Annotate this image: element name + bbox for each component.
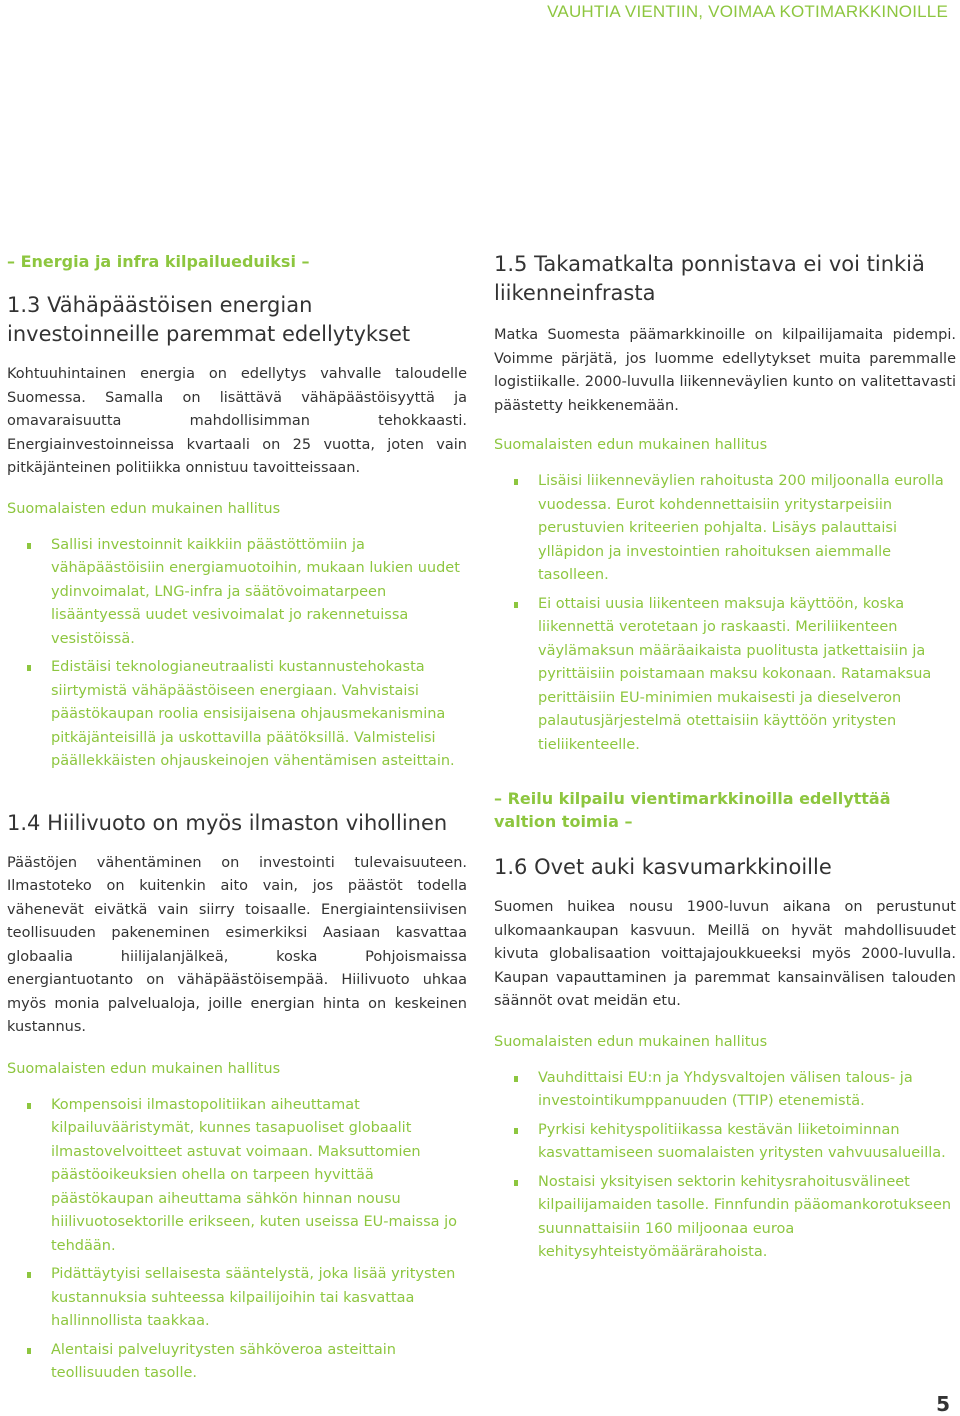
right-column xyxy=(494,250,956,1265)
list-item: Alentaisi palveluyritysten sähköveroa asteittain teollisuuden tasolle. xyxy=(7,1339,467,1386)
list-item: Sallisi investoinnit kaikkiin päästöttömiin ja vähäpäästöisiin energiamuotoihin, mukaan lukien uudet ydinvoimalat, LNG-infra ja säätövoimatarpeen lisääntyessä uudet vesivoimalat jo rakennetuissa vesistöissä. xyxy=(7,534,467,652)
section-tag: – Energia ja infra kilpailueduiksi – xyxy=(7,252,310,271)
bullet-list-1-4 xyxy=(7,1094,467,1386)
paragraph-1-6: Suomen huikea nousu 1900-luvun aikana on perustunut ulkomaankaupan kasvuun. Meillä on hyvät mahdollisuudet kivuta globalisaation voittajajoukkueeksi myös 2000-luvulla. Kaupan vapauttaminen ja paremmat kansainvälisen talouden säännöt ovat meidän etu. xyxy=(494,899,956,1009)
government-heading: Suomalaisten edun mukainen hallitus xyxy=(7,1060,281,1077)
list-item: Pyrkisi kehityspolitiikassa kestävän liiketoiminnan kasvattamiseen suomalaisten yritysten vahvuusalueilla. xyxy=(494,1119,956,1166)
heading-1-6: 1.6 Ovet auki kasvumarkkinoille xyxy=(494,855,832,879)
government-heading: Suomalaisten edun mukainen hallitus xyxy=(7,500,281,517)
bullet-list-1-5 xyxy=(494,470,956,757)
government-heading: Suomalaisten edun mukainen hallitus xyxy=(494,1033,768,1050)
bullet-list-1-6 xyxy=(494,1067,956,1265)
government-heading: Suomalaisten edun mukainen hallitus xyxy=(494,437,768,453)
list-item: Nostaisi yksityisen sektorin kehitysrahoitusvälineet kilpailijamaiden tasolle. Finnfundin pääomankorotukseen suunnattaisiin 160 miljoonaa euroa kehitysyhteistyömäärärahoista. xyxy=(494,1171,956,1265)
paragraph-1-3: Kohtuuhintainen energia on edellytys vahvalle taloudelle Suomessa. Samalla on lisättävä vähäpäästöisyyttä ja omavaraisuutta mahdollisimman tehokkaasti. Energiainvestoinneissa kvartaali on 25 vuotta, joten vain pitkäjänteinen politiikka onnistuu tavoitteissaan. xyxy=(7,366,467,476)
left-column xyxy=(7,250,467,1386)
list-item: Vauhdittaisi EU:n ja Yhdysvaltojen välisen talous- ja investointikumppanuuden (TTIP) etenemistä. xyxy=(494,1067,956,1114)
list-item: Pidättäytyisi sellaisesta sääntelystä, joka lisää yritysten kustannuksia suhteessa kilpailijoihin tai kasvattaa hallinnollista taakkaa. xyxy=(7,1263,467,1334)
paragraph-1-4: Päästöjen vähentäminen on investointi tulevaisuuteen. Ilmastoteko on kuitenkin aito vain, jos päästöt todella vähenevät eivätkä vain siirry toisaalle. Energiaintensiivisen teollisuuden pakeneminen esimerkiksi Aasiaan kasvattaa globaalia hiilijalanjälkeä, koska Pohjoismaissa energiantuotanto on vähäpäästöisempää. Hiilivuoto uhkaa myös monia palvelualoja, joille energian hinta on keskeinen kustannus. xyxy=(7,854,467,1035)
page-number: 5 xyxy=(936,1392,950,1416)
heading-1-4: 1.4 Hiilivuoto on myös ilmaston vihollinen xyxy=(7,810,448,835)
section-tag: – Reilu kilpailu vientimarkkinoilla edellyttää valtion toimia – xyxy=(494,789,891,831)
bullet-list-1-3 xyxy=(7,534,467,774)
heading-1-5: 1.5 Takamatkalta ponnistava ei voi tinkiä liikenneinfrasta xyxy=(494,252,925,305)
list-item: Ei ottaisi uusia liikenteen maksuja käyttöön, koska liikennettä verotetaan jo raskaasti. Meriliikenteen väylämaksun määräaikaista puolitusta jatkettaisiin ja pyrittäisiin poistamaan maksu kokonaan. Ratamaksua perittäisiin EU-minimien mukaisesti ja dieselveron palautusjärjestelmä otettaisiin käyttöön yritysten tieliikenteelle. xyxy=(494,593,956,758)
list-item: Lisäisi liikenneväylien rahoitusta 200 miljoonalla eurolla vuodessa. Eurot kohdennettaisiin yritystarpeisiin perustuvien kriteerien pohjalta. Lisäys palauttaisi ylläpidon ja investointien rahoituksen aiemmalle tasolleen. xyxy=(494,470,956,588)
list-item: Edistäisi teknologianeutraalisti kustannustehokasta siirtymistä vähäpäästöiseen energiaan. Vahvistaisi päästökaupan roolia ensisijaisena ohjausmekanismina pitkäjänteisillä ja uskottavilla päätöksillä. Valmistelisi päällekkäisten ohjauskeinojen vähentämisen asteittain. xyxy=(7,656,467,774)
paragraph-1-5: Matka Suomesta päämarkkinoille on kilpailijamaita pidempi. Voimme pärjätä, jos luomme edellytykset muita paremmalle logistiikalle. 2000-luvulla liikenneväylien kunto on valitettavasti päästetty heikkenemään. xyxy=(494,327,956,414)
heading-1-3: 1.3 Vähäpäästöisen energian investoinneille paremmat edellytykset xyxy=(7,293,411,346)
running-header: VAUHTIA VIENTIIN, VOIMAA KOTIMARKKINOILLE xyxy=(547,2,948,21)
list-item: Kompensoisi ilmastopolitiikan aiheuttamat kilpailuvääristymät, kunnes tasapuoliset globaalit ilmastovelvoitteet astuvat voimaan. Maksuttomien päästöoikeuksien ohella on tarpeen hyvittää päästökaupan aiheuttama sähkön hinnan nousu hiilivuotosektorille erikseen, kuten useissa EU-maissa jo tehdään. xyxy=(7,1094,467,1259)
